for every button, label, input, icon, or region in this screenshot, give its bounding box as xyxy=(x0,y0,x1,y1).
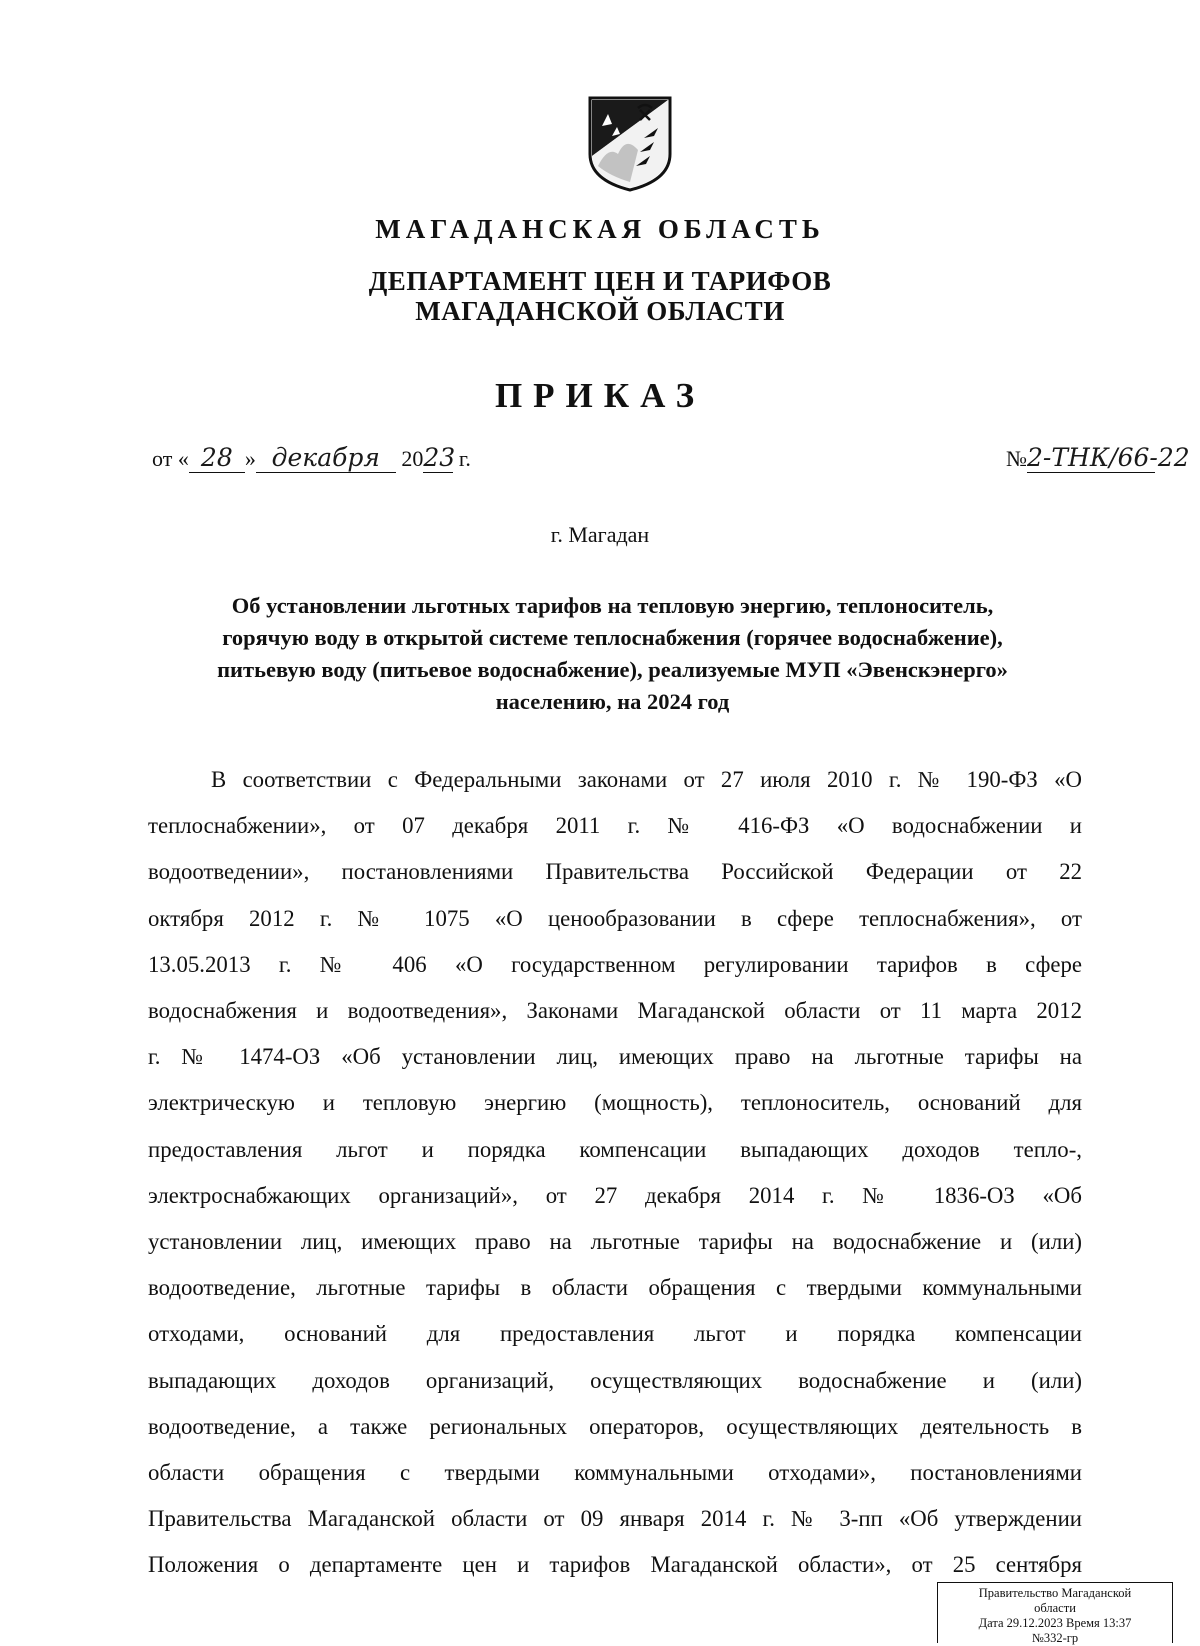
body-line: Правительства Магаданской области от 09 января 2014 г. № 3-пп «Об утверждении xyxy=(148,1506,1082,1532)
coat-of-arms-emblem xyxy=(588,96,672,192)
registration-stamp xyxy=(937,1582,1173,1643)
document-type-title: ПРИКАЗ xyxy=(494,376,706,415)
subject-line: питьевую воду (питьевое водоснабжение), реализуемые МУП «Эвенскэнерго» xyxy=(217,657,1008,682)
body-line: В соответствии с Федеральными законами от 27 июля 2010 г. № 190-ФЗ «О xyxy=(211,767,1082,792)
number-prefix: № xyxy=(1006,446,1027,471)
body-line: Положения о департаменте цен и тарифов Магаданской области», от 25 сентября xyxy=(148,1552,1082,1578)
body-line: электроснабжающих организаций», от 27 декабря 2014 г. № 1836-ОЗ «Об xyxy=(148,1182,1082,1208)
subject-line: населению, на 2024 год xyxy=(495,689,730,714)
body-line: отходами, оснований для предоставления льгот и порядка компенсации xyxy=(148,1321,1082,1347)
body-line: области обращения с твердыми коммунальными отходами», постановлениями xyxy=(148,1460,1082,1486)
number-handwritten: 2-ТНК/66-22 xyxy=(1027,443,1190,472)
body-line: выпадающих доходов организаций, осуществляющих водоснабжение и (или) xyxy=(148,1367,1082,1393)
body-line: водоотведение, а также региональных операторов, осуществляющих деятельность в xyxy=(148,1413,1082,1439)
body-line: водоотведении», постановлениями Правительства Российской Федерации от 22 xyxy=(148,859,1082,885)
order-number xyxy=(1006,443,1190,473)
subject-line: горячую воду в открытой системе теплоснабжения (горячее водоснабжение), xyxy=(222,625,1003,650)
stamp-line: №332-гр xyxy=(1031,1631,1079,1645)
city-line: г. Магадан xyxy=(550,522,650,547)
date-suffix: г. xyxy=(458,446,471,471)
order-subject xyxy=(160,590,1065,718)
body-line: октября 2012 г. № 1075 «О ценообразовании в сфере теплоснабжения», от xyxy=(148,905,1082,931)
department-heading-line-1: ДЕПАРТАМЕНТ ЦЕН И ТАРИФОВ xyxy=(368,266,832,296)
stamp-line: Дата 29.12.2023 Время 13:37 xyxy=(978,1616,1132,1630)
body-line: водоотведение, льготные тарифы в области обращения с твердыми коммунальными xyxy=(148,1275,1082,1301)
date-mid: » xyxy=(244,446,256,471)
department-heading-line-2: МАГАДАНСКОЙ ОБЛАСТИ xyxy=(415,296,785,326)
body-line: 13.05.2013 г. № 406 «О государственном регулировании тарифов в сфере xyxy=(148,951,1082,977)
date-month-handwritten: декабря xyxy=(256,443,396,473)
body-line: теплоснабжении», от 07 декабря 2011 г. № 416-ФЗ «О водоснабжении и xyxy=(148,813,1082,839)
body-paragraph xyxy=(148,757,1082,1589)
stamp-line: области xyxy=(1034,1601,1076,1615)
date-prefix: от « xyxy=(152,446,189,471)
region-heading: МАГАДАНСКАЯ ОБЛАСТЬ xyxy=(375,214,825,244)
date-year-prefix: 20 xyxy=(401,446,424,471)
body-line: установлении лиц, имеющих право на льготные тарифы на водоснабжение и (или) xyxy=(148,1229,1082,1255)
body-line: водоснабжения и водоотведения», Законами Магаданской области от 11 марта 2012 xyxy=(148,998,1082,1024)
date-day-handwritten: 28 xyxy=(189,443,245,473)
body-line: г. № 1474-ОЗ «Об установлении лиц, имеющих право на льготные тарифы на xyxy=(148,1044,1082,1070)
stamp-line: Правительство Магаданской xyxy=(978,1586,1132,1600)
order-date xyxy=(152,443,471,473)
body-line: предоставления льгот и порядка компенсации выпадающих доходов тепло-, xyxy=(148,1136,1082,1162)
body-line: электрическую и тепловую энергию (мощность), теплоноситель, оснований для xyxy=(148,1090,1082,1116)
subject-line: Об установлении льготных тарифов на тепловую энергию, теплоноситель, xyxy=(231,593,994,618)
date-year-handwritten: 23 xyxy=(423,443,456,472)
